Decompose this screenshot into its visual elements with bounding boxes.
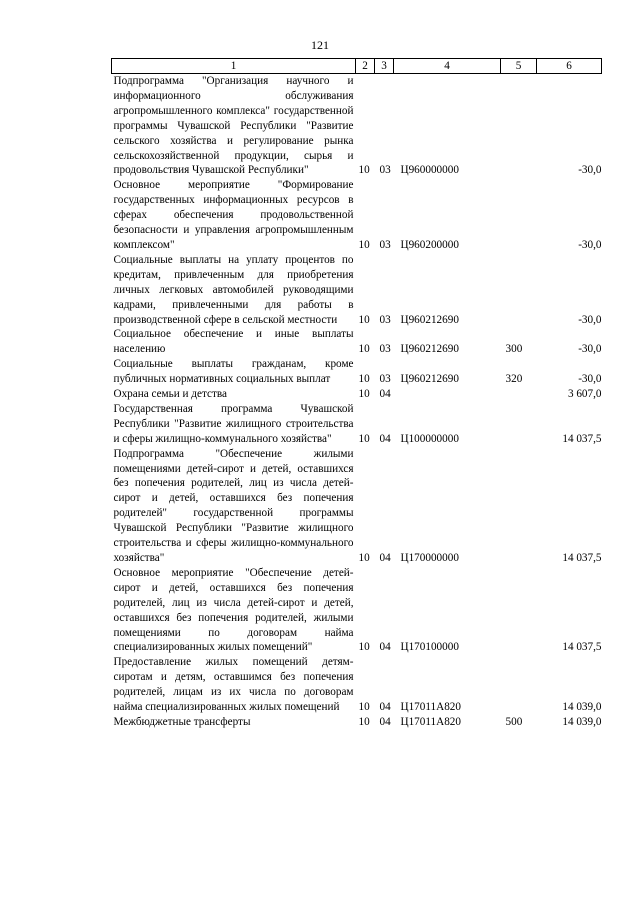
row-expense-type [501, 655, 537, 715]
table-row [112, 566, 602, 655]
row-amount: 14 039,0 [562, 715, 602, 728]
row-expense-type [501, 566, 537, 655]
row-amount: -30,0 [578, 343, 602, 356]
row-amount: -30,0 [578, 238, 602, 251]
row-name: Социальные выплаты гражданам, кроме публичных нормативных социальных выплат [113, 358, 354, 386]
row-target-article: Ц17011А820 [400, 701, 461, 714]
row-target-article: Ц960212690 [400, 373, 459, 386]
row-subsection: 04 [379, 432, 391, 445]
row-amount: 3 607,0 [567, 388, 602, 401]
header-col-2: 2 [356, 59, 375, 74]
row-amount: 14 037,5 [562, 641, 602, 654]
row-target-article: Ц960000000 [400, 164, 459, 177]
table-row [112, 357, 602, 387]
table-row [112, 253, 602, 328]
table-body [112, 74, 602, 730]
row-section: 10 [358, 715, 370, 728]
row-target-article: Ц960212690 [400, 313, 459, 326]
table-row [112, 402, 602, 447]
row-name: Основное мероприятие "Обеспечение детей-сирот и детей, оставшихся без попечения родителей, лиц из числа детей-сирот и детей, оставшихся без попечения родителей, жилыми помещениями по договорам найма специализированных жилых помещений" [113, 566, 354, 654]
table-row [112, 74, 602, 179]
budget-table [111, 58, 602, 730]
row-target-article: Ц960200000 [400, 238, 459, 251]
row-amount: 14 039,0 [562, 701, 602, 714]
row-subsection: 04 [379, 641, 391, 654]
row-name: Социальное обеспечение и иные выплаты населению [113, 328, 354, 356]
row-expense-type [501, 178, 537, 253]
row-target-article: Ц960212690 [400, 343, 459, 356]
row-name: Основное мероприятие "Формирование государственных информационных ресурсов в сферах обеспечения продовольственной безопасности и управления агропромышленным комплексом" [113, 179, 354, 251]
row-expense-type [501, 253, 537, 328]
row-target-article [394, 387, 501, 402]
row-section: 10 [358, 432, 370, 445]
row-subsection: 04 [379, 388, 391, 401]
row-expense-type [501, 402, 537, 447]
table-row [112, 327, 602, 357]
row-section: 10 [358, 701, 370, 714]
row-name: Межбюджетные трансферты [113, 715, 251, 728]
table-header [112, 59, 602, 74]
header-col-3: 3 [375, 59, 394, 74]
row-subsection: 04 [379, 552, 391, 564]
header-col-6: 6 [537, 59, 602, 74]
row-section: 10 [358, 238, 370, 251]
row-amount: -30,0 [578, 373, 602, 386]
row-target-article: Ц170100000 [400, 641, 459, 654]
row-expense-type [501, 387, 537, 402]
row-target-article: Ц170000000 [400, 552, 459, 564]
row-expense-type: 320 [505, 373, 523, 386]
row-amount: 14 037,5 [562, 552, 602, 564]
page-number: 121 [311, 38, 329, 52]
row-subsection: 04 [379, 701, 391, 714]
row-expense-type [501, 74, 537, 179]
row-expense-type [501, 447, 537, 566]
row-subsection: 03 [379, 313, 391, 326]
table-row [112, 447, 602, 566]
row-amount: -30,0 [578, 164, 602, 177]
row-name: Подпрограмма "Организация научного и информационного обслуживания агропромышленного комплекса" государственной программы Чувашской Республики "Развитие сельского хозяйства и регулирование рынка сельскохозяйственной продукции, сырья и продовольствия Чувашской Республики" [113, 75, 354, 177]
row-expense-type: 300 [505, 343, 523, 356]
header-col-5: 5 [501, 59, 537, 74]
row-target-article: Ц100000000 [400, 432, 459, 445]
row-section: 10 [358, 388, 370, 401]
row-expense-type: 500 [505, 715, 523, 728]
row-name: Предоставление жилых помещений детям-сиротам и детям, оставшимся без попечения родителей, лицам из их числа по договорам найма специализированных жилых помещений [113, 656, 354, 714]
header-col-1: 1 [112, 59, 356, 74]
row-section: 10 [358, 641, 370, 654]
row-subsection: 03 [379, 164, 391, 177]
header-col-4: 4 [394, 59, 501, 74]
table-row [112, 387, 602, 402]
table-row [112, 715, 602, 730]
table-row [112, 655, 602, 715]
row-amount: 14 037,5 [562, 432, 602, 445]
row-target-article: Ц17011А820 [400, 715, 461, 728]
row-name: Государственная программа Чувашской Республики "Развитие жилищного строительства и сферы жилищно-коммунального хозяйства" [113, 402, 354, 445]
row-section: 10 [358, 343, 370, 356]
row-section: 10 [358, 164, 370, 177]
row-section: 10 [358, 552, 370, 564]
row-subsection: 03 [379, 343, 391, 356]
row-name: Подпрограмма "Обеспечение жилыми помещениями детей-сирот и детей, оставшихся без попечения родителей, лиц из числа детей-сирот и детей, оставшихся без попечения родителей" государственной программы Чувашской Республики "Развитие жилищного строительства и сферы жилищно-коммунального хозяйства" [113, 447, 354, 564]
row-name: Социальные выплаты на уплату процентов по кредитам, привлеченным для приобретения личных легковых автомобилей руководящими кадрами, привлеченными для работы в производственной сфере в сельской местности [113, 253, 354, 326]
row-section: 10 [358, 373, 370, 386]
row-subsection: 03 [379, 373, 391, 386]
row-section: 10 [358, 313, 370, 326]
row-subsection: 04 [379, 715, 391, 728]
row-subsection: 03 [379, 238, 391, 251]
table-row [112, 178, 602, 253]
row-amount: -30,0 [578, 313, 602, 326]
row-name: Охрана семьи и детства [113, 388, 227, 401]
